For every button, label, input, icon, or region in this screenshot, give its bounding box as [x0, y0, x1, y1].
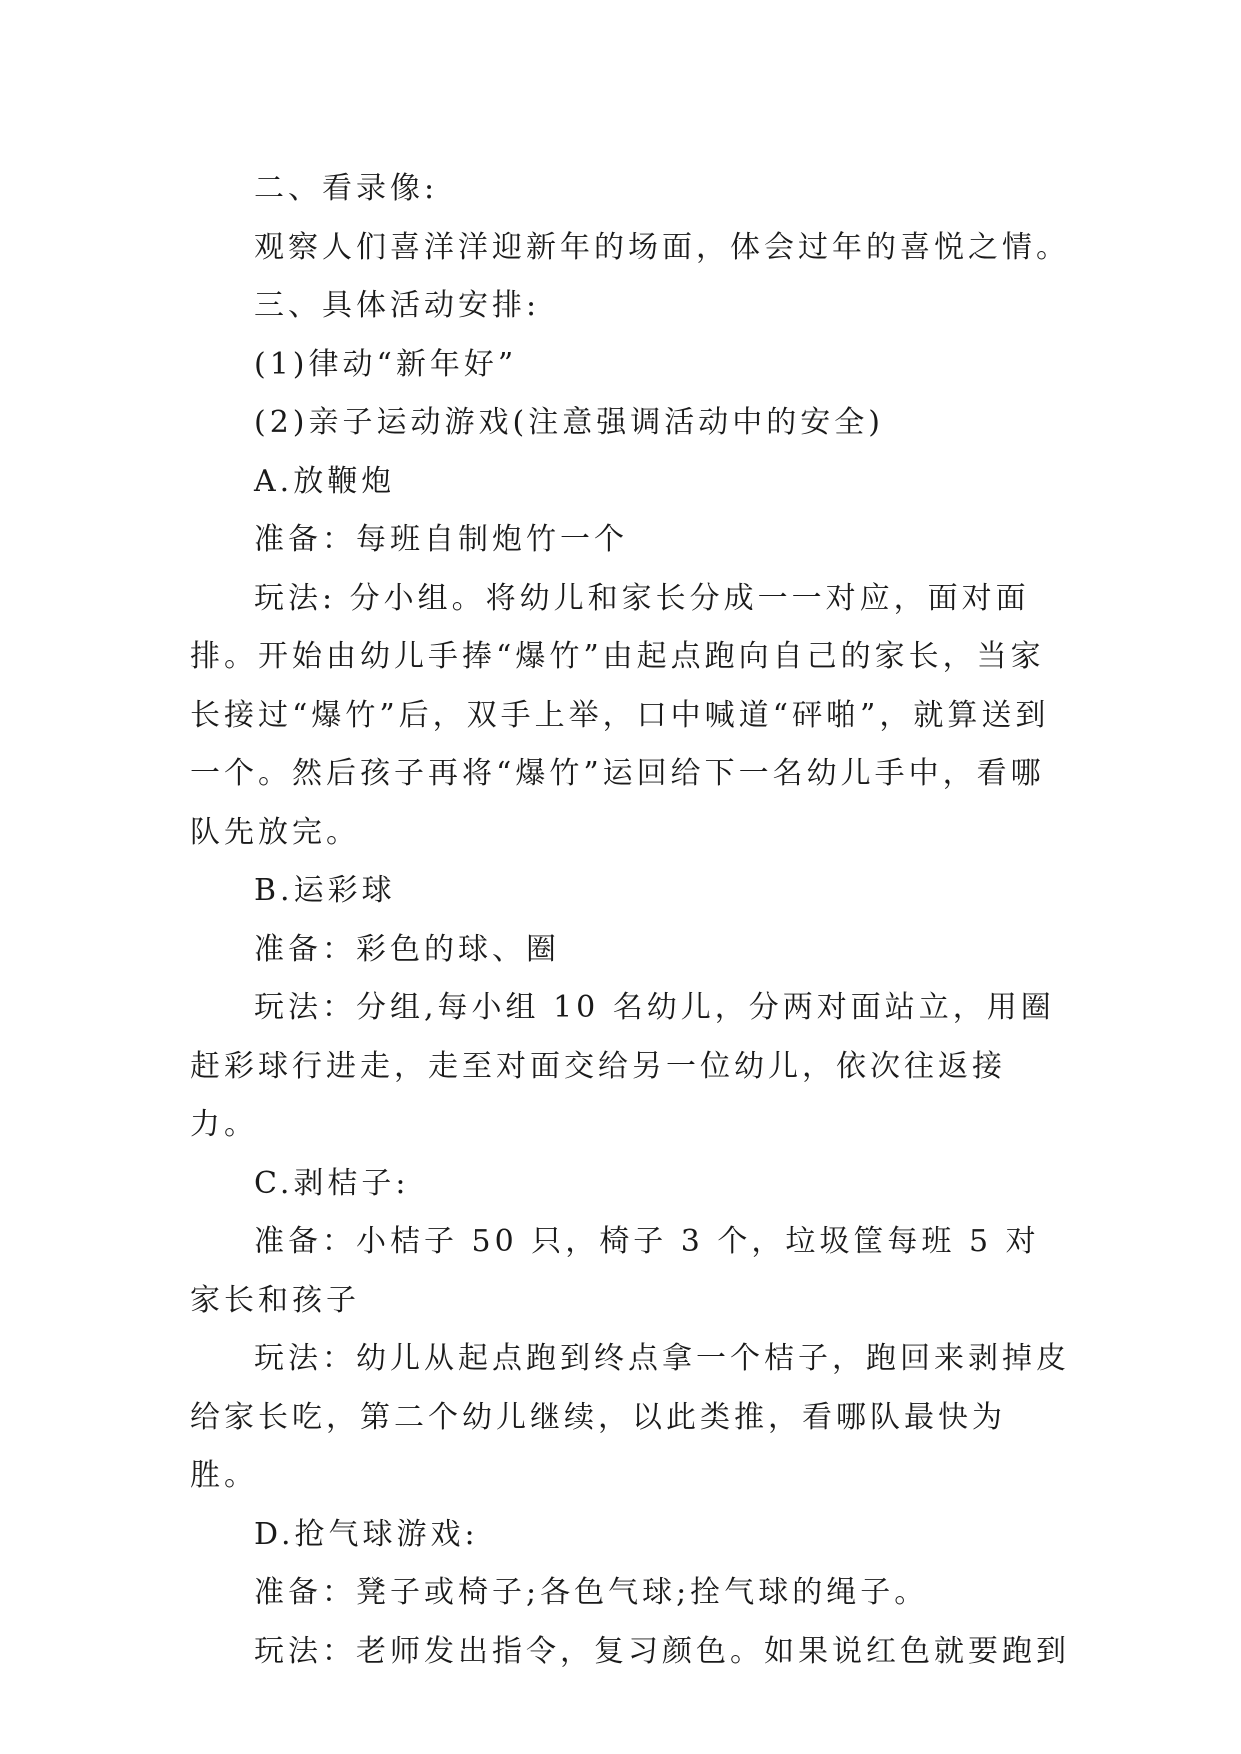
game-preparation: 准备：每班自制炮竹一个: [254, 522, 628, 557]
document-body: [190, 160, 1070, 1681]
game-title: A.放鞭炮: [254, 463, 396, 499]
game-title: D.抢气球游戏:: [254, 1516, 479, 1552]
game-rules: 玩法：分组,每小组 10 名幼儿，分两对面站立，用圈赶彩球行进走，走至对面交给另一位幼儿，依次往返接力。: [190, 990, 1055, 1142]
game-preparation: 准备：彩色的球、圈: [254, 931, 560, 967]
game-rules: 玩法：幼儿从起点跑到终点拿一个桔子，跑回来剥掉皮给家长吃，第二个幼儿继续，以此类推，看哪队最快为胜。: [190, 1341, 1070, 1493]
game-title: B.运彩球: [254, 873, 396, 908]
game-title: C.剥桔子:: [254, 1165, 410, 1201]
game-preparation: 准备：小桔子 50 只，椅子 3 个，垃圾筐每班 5 对家长和孩子: [190, 1224, 1040, 1318]
paragraph: 观察人们喜洋洋迎新年的场面，体会过年的喜悦之情。: [254, 229, 1070, 265]
game-rules: 玩法: 分小组。将幼儿和家长分成一一对应，面对面排。开始由幼儿手捧“爆竹”由起点跑向自己的家长，当家长接过“爆竹”后，双手上举，口中喊道“砰啪”，就算送到一个。然后孩子再将“爆竹”运回给下一名幼儿手中，看哪队先放完。: [190, 580, 1050, 850]
list-item: (2)亲子运动游戏(注意强调活动中的安全): [254, 405, 884, 440]
section-heading: 二、看录像:: [254, 171, 439, 206]
game-rules: 玩法：老师发出指令，复习颜色。如果说红色就要跑到: [254, 1633, 1070, 1669]
section-heading: 三、具体活动安排:: [254, 288, 541, 323]
game-preparation: 准备：凳子或椅子;各色气球;拴气球的绳子。: [254, 1575, 929, 1610]
list-item: (1)律动“新年好”: [254, 346, 518, 382]
